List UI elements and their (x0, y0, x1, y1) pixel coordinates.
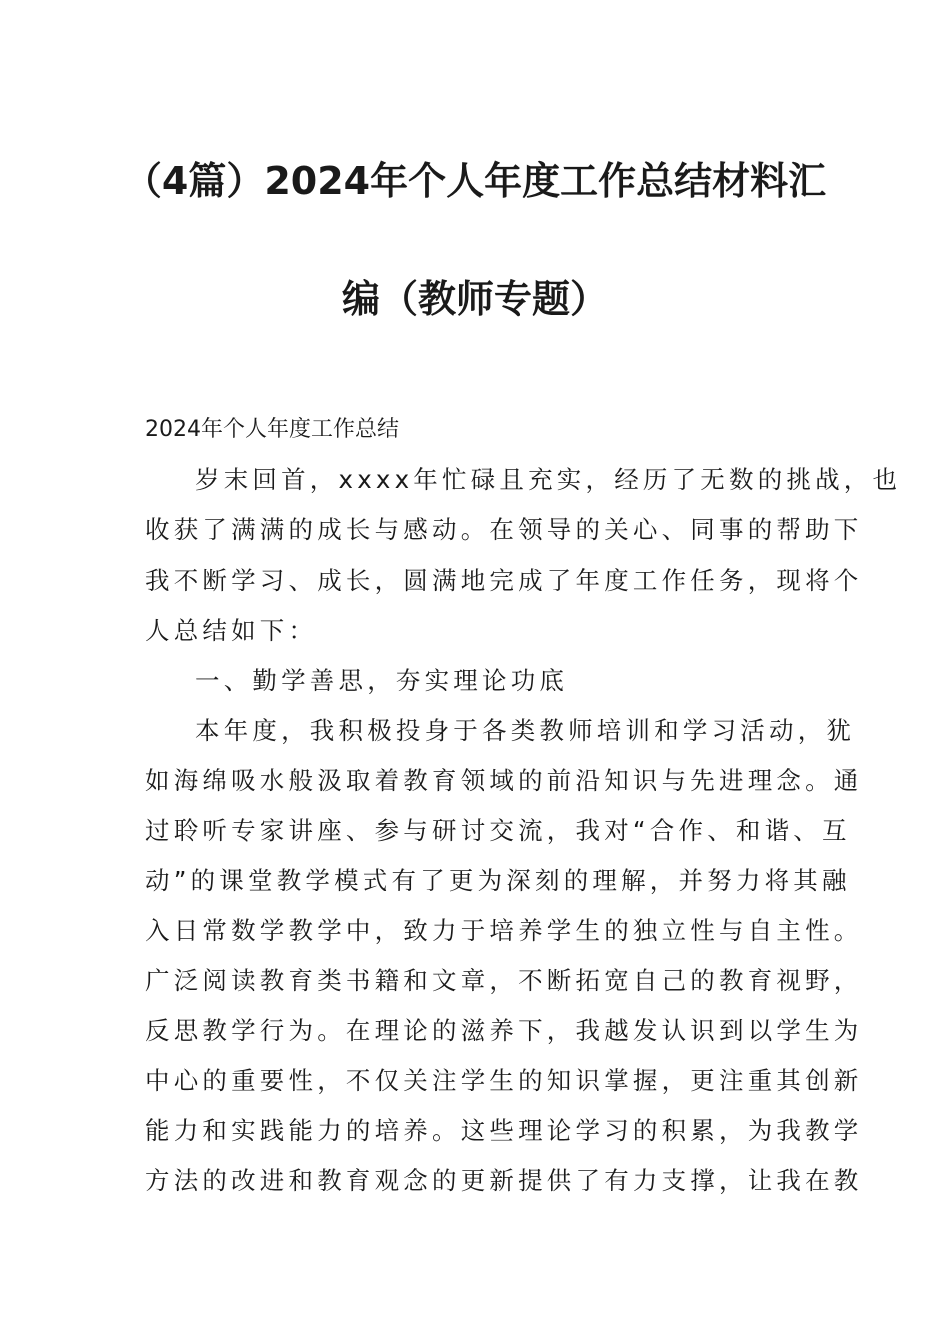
paragraph-line: 人总结如下： (145, 616, 318, 645)
paragraph-line: 我不断学习、成长，圆满地完成了年度工作任务，现将个 (145, 566, 863, 595)
document-title-line-1: （4篇）2024年个人年度工作总结材料汇 (123, 159, 827, 203)
paragraph-line: 中心的重要性，不仅关注学生的知识掌握，更注重其创新 (145, 1066, 863, 1095)
paragraph-line: 收获了满满的成长与感动。在领导的关心、同事的帮助下 (145, 515, 863, 544)
paragraph-line: 能力和实践能力的培养。这些理论学习的积累，为我教学 (145, 1116, 863, 1145)
paragraph-line: 方法的改进和教育观念的更新提供了有力支撑，让我在教 (145, 1166, 863, 1195)
section-title: 2024年个人年度工作总结 (145, 417, 399, 442)
paragraph-line: 反思教学行为。在理论的滋养下，我越发认识到以学生为 (145, 1016, 863, 1045)
paragraph-line: 本年度，我积极投身于各类教师培训和学习活动，犹 (195, 716, 856, 745)
paragraph-line: 如海绵吸水般汲取着教育领域的前沿知识与先进理念。通 (145, 766, 863, 795)
paragraph-line: 岁末回首，xxxx年忙碌且充实，经历了无数的挑战，也 (195, 465, 902, 494)
subsection-heading: 一、勤学善思，夯实理论功底 (195, 666, 569, 695)
paragraph-line: 动”的课堂教学模式有了更为深刻的理解，并努力将其融 (145, 866, 851, 895)
paragraph-line: 广泛阅读教育类书籍和文章，不断拓宽自己的教育视野， (145, 966, 863, 995)
document-title-line-2: 编（教师专题） (341, 277, 608, 321)
paragraph-line: 入日常数学教学中，致力于培养学生的独立性与自主性。 (145, 916, 863, 945)
paragraph-line: 过聆听专家讲座、参与研讨交流，我对“合作、和谐、互 (145, 816, 851, 845)
